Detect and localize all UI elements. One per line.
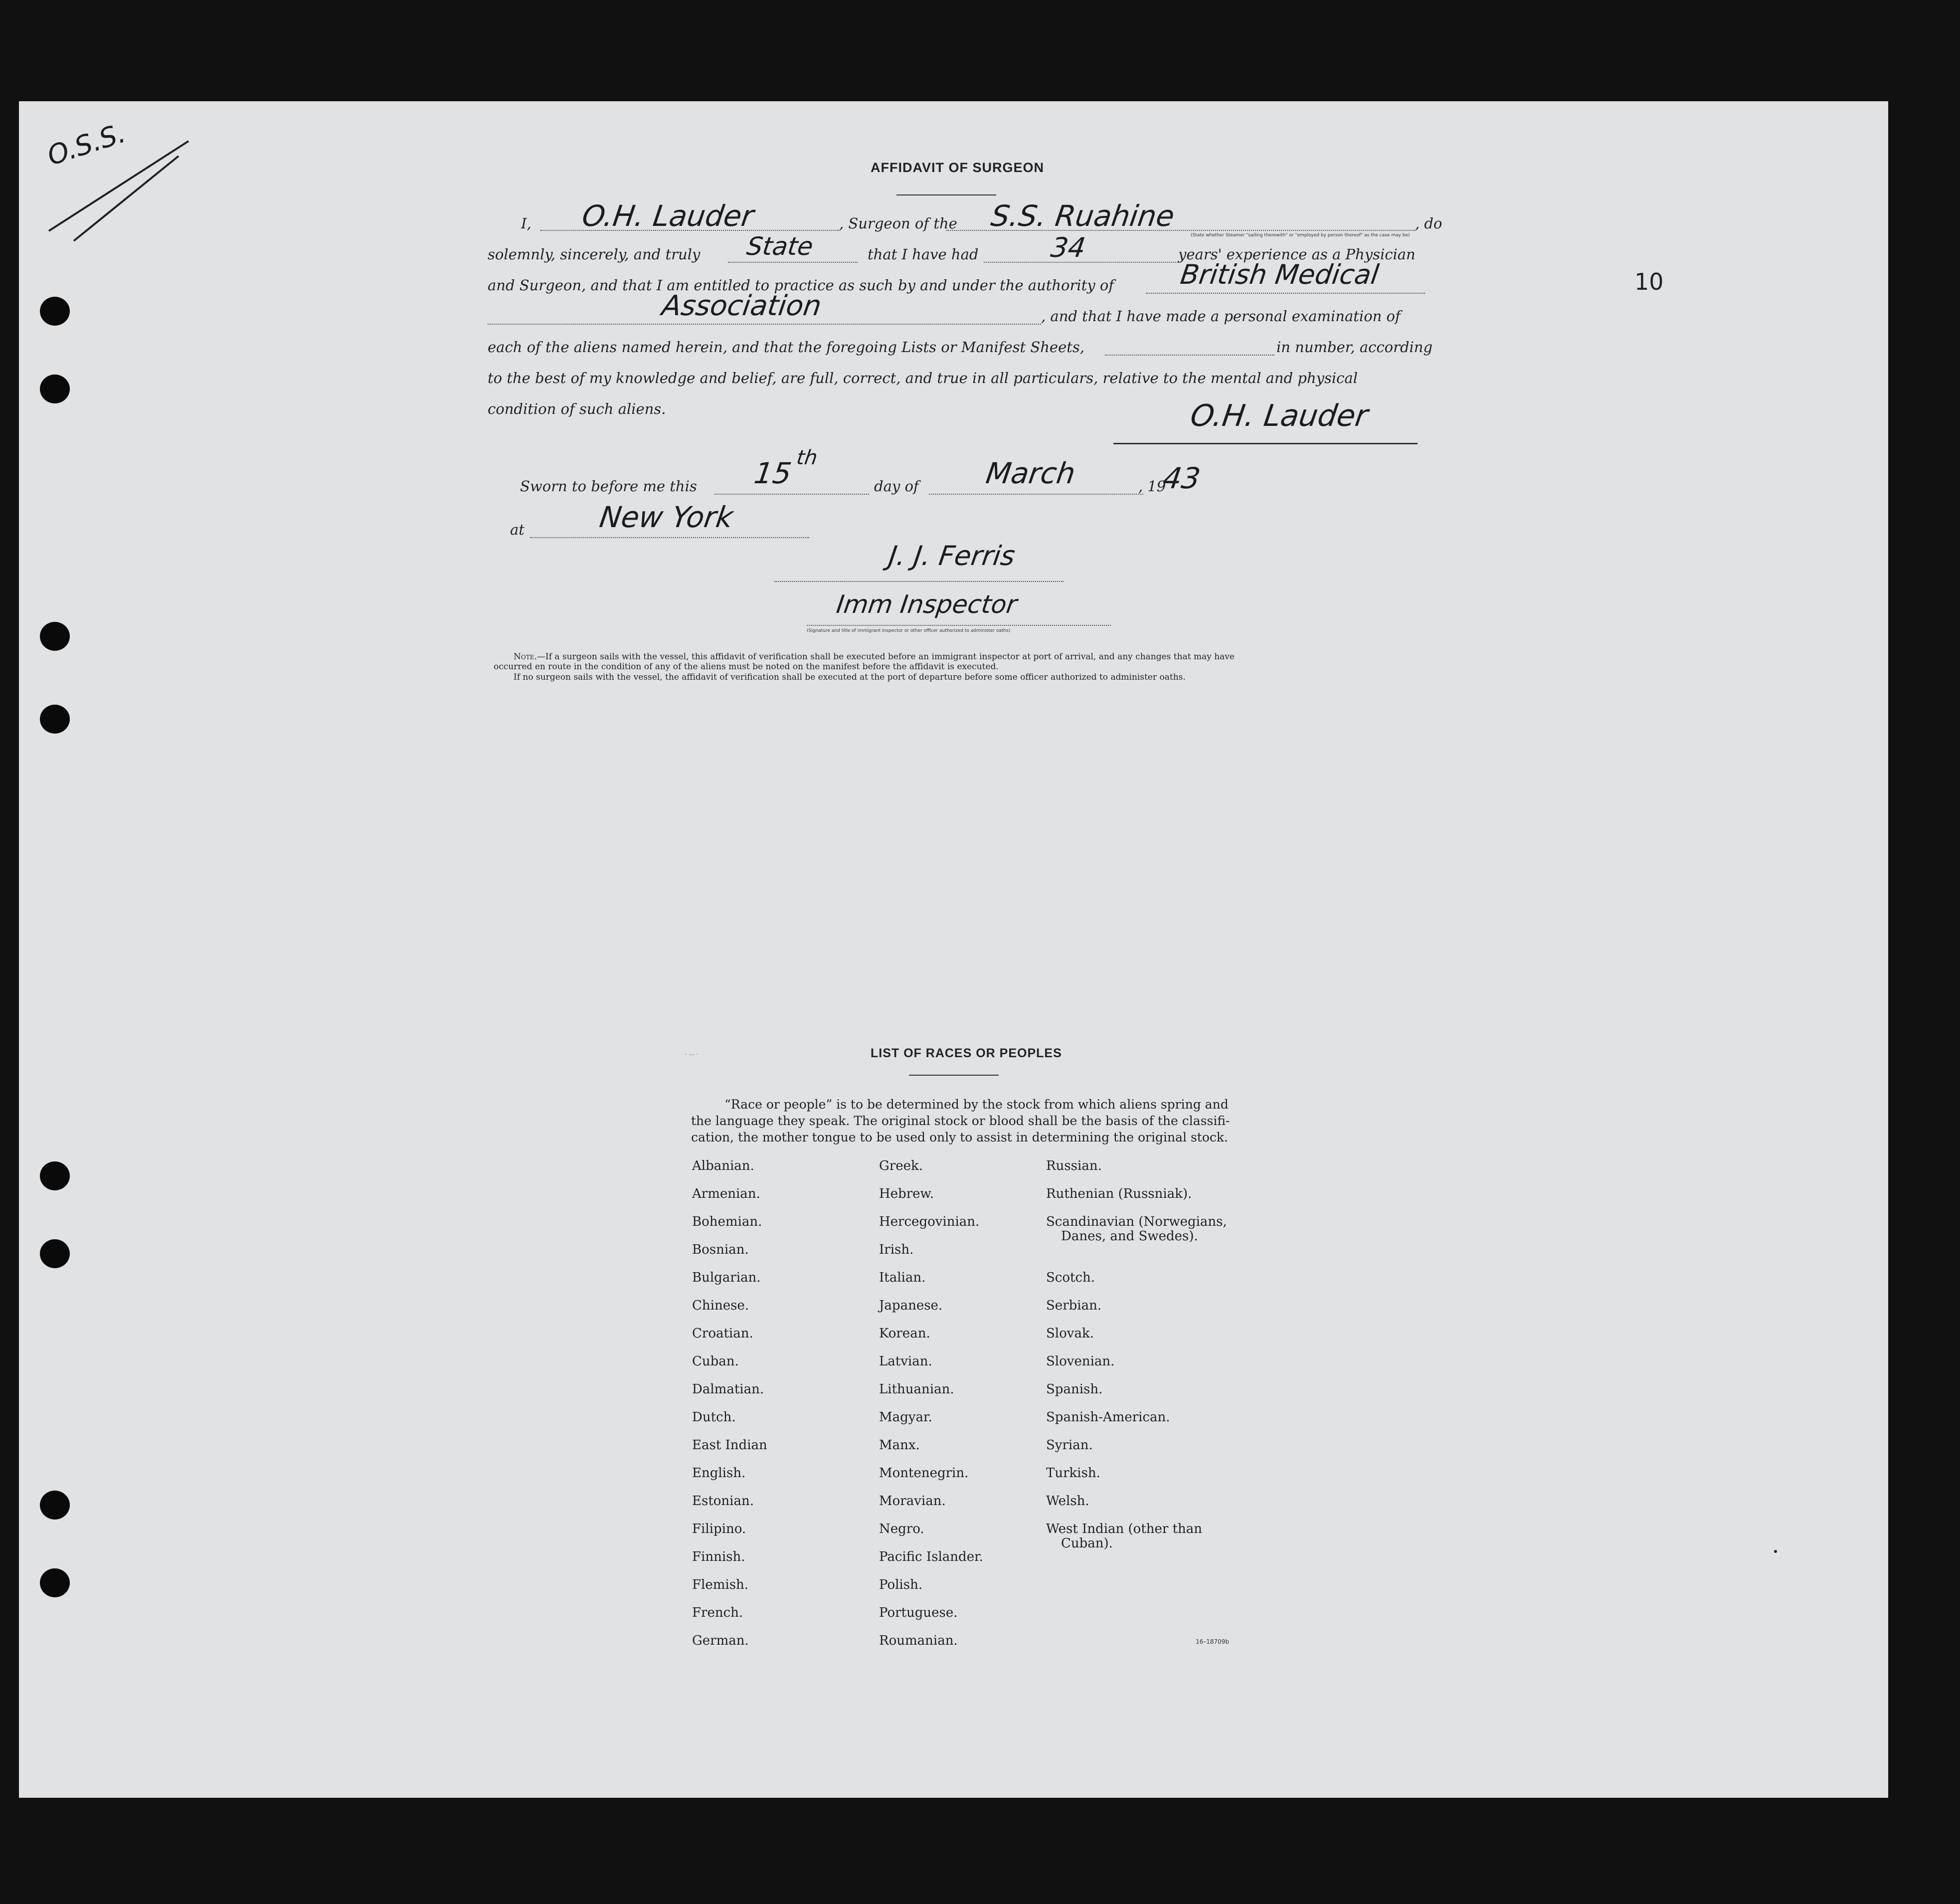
year-prefix: , 19 xyxy=(1138,478,1166,495)
race-item: Korean. xyxy=(879,1326,930,1341)
sheet-count-field xyxy=(1105,355,1274,356)
signature-rule xyxy=(1113,443,1418,444)
line6: to the best of my knowledge and belief, are full, correct, and true in all particulars, relative to the mental and physical xyxy=(488,370,1358,386)
stray-speck: · -- · xyxy=(685,1051,699,1059)
race-item: Latvian. xyxy=(879,1354,932,1369)
race-item: Moravian. xyxy=(879,1494,946,1509)
race-item: German. xyxy=(692,1633,749,1648)
race-item: Cuban. xyxy=(692,1354,739,1369)
race-item: Welsh. xyxy=(1046,1494,1089,1509)
corner-mark: O.S.S. xyxy=(43,117,130,172)
document-page xyxy=(19,101,1888,1798)
race-item: Scandinavian (Norwegians, xyxy=(1046,1214,1227,1229)
race-item: Manx. xyxy=(879,1438,920,1453)
punch-hole xyxy=(40,375,70,403)
vessel-note: (State whether Steamer "sailing therewith" or "employed by person thereof" as the case may be) xyxy=(1191,233,1410,238)
race-item: Chinese. xyxy=(692,1298,749,1313)
race-item: Albanian. xyxy=(692,1158,754,1173)
race-item: Japanese. xyxy=(879,1298,943,1313)
race-item: Lithuanian. xyxy=(879,1382,954,1397)
race-item: Cuban). xyxy=(1061,1536,1113,1551)
title-rule xyxy=(896,194,996,195)
authority-handwriting-2: Association xyxy=(660,290,824,322)
corner-slash-marks xyxy=(29,131,198,246)
races-intro-2: the language they speak. The original stock or blood shall be the basis of the classifi- xyxy=(691,1114,1230,1128)
race-item: Italian. xyxy=(879,1270,926,1285)
page-number: 10 xyxy=(1634,268,1664,295)
race-item: Portuguese. xyxy=(879,1605,958,1620)
race-item: Magyar. xyxy=(879,1410,932,1425)
sworn-prefix: Sworn to before me this xyxy=(520,478,697,495)
race-item: Bulgarian. xyxy=(692,1270,761,1285)
race-item: West Indian (other than xyxy=(1046,1522,1203,1536)
race-item: Serbian. xyxy=(1046,1298,1102,1313)
verb-field xyxy=(728,262,858,263)
note-line-3: If no surgeon sails with the vessel, the affidavit of verification shall be executed at the port of departure before some officer authorized to administer oaths. xyxy=(514,672,1186,682)
race-item: Syrian. xyxy=(1046,1438,1093,1453)
note-line-2: occurred en route in the condition of any of the aliens must be noted on the manifest before the affidavit is executed. xyxy=(494,662,999,672)
note-line-1 xyxy=(514,652,1235,662)
line7: condition of such aliens. xyxy=(488,400,666,417)
race-item: Flemish. xyxy=(692,1577,749,1592)
punch-hole xyxy=(40,622,70,651)
day-suffix-handwriting: th xyxy=(795,446,819,469)
punch-hole xyxy=(40,705,70,734)
surgeon-signature: O.H. Lauder xyxy=(1188,398,1370,433)
race-item: Scotch. xyxy=(1046,1270,1095,1285)
surgeon-name-handwriting: O.H. Lauder xyxy=(580,199,756,233)
line1-suffix: , do xyxy=(1415,215,1442,232)
sworn-mid: day of xyxy=(874,478,919,495)
race-item: Polish. xyxy=(879,1577,923,1592)
officer-title-field xyxy=(807,625,1111,626)
officer-signature-field xyxy=(774,581,1064,582)
line1-prefix: I, xyxy=(521,215,532,232)
authority-field-2 xyxy=(488,324,1041,325)
races-title-rule xyxy=(909,1075,999,1076)
punch-hole xyxy=(40,1568,70,1597)
place-field xyxy=(530,537,809,538)
punch-hole xyxy=(40,1491,70,1520)
month-field xyxy=(929,494,1143,495)
line5-prefix: each of the aliens named herein, and that the foregoing Lists or Manifest Sheets, xyxy=(488,339,1085,356)
authority-handwriting-1: British Medical xyxy=(1178,259,1381,290)
note-label: Note. xyxy=(514,652,537,662)
vessel-handwriting: S.S. Ruahine xyxy=(989,199,1177,233)
punch-hole xyxy=(40,1161,70,1190)
line5-suffix: in number, according xyxy=(1276,339,1433,356)
form-number: 16–18709b xyxy=(1196,1638,1230,1645)
race-item: Irish. xyxy=(879,1242,914,1257)
race-item: Slovak. xyxy=(1046,1326,1094,1341)
race-item: Pacific Islander. xyxy=(879,1549,983,1564)
stray-dot xyxy=(1774,1550,1777,1553)
races-intro-1: “Race or people” is to be determined by the stock from which aliens spring and xyxy=(724,1097,1229,1112)
note-text-1: —If a surgeon sails with the vessel, this affidavit of verification shall be executed before an immigrant inspector at port of arrival, and any changes that may have xyxy=(536,652,1235,662)
race-item: Negro. xyxy=(879,1522,924,1536)
race-item: Spanish. xyxy=(1046,1382,1103,1397)
race-item: Armenian. xyxy=(692,1186,760,1201)
affidavit-title: AFFIDAVIT OF SURGEON xyxy=(871,160,1044,175)
races-intro-3: cation, the mother tongue to be used only to assist in determining the original stock. xyxy=(691,1130,1228,1144)
line4-suffix: , and that I have made a personal examination of xyxy=(1041,308,1401,325)
race-item: Turkish. xyxy=(1046,1466,1100,1481)
line2-suffix: years' experience as a Physician xyxy=(1178,246,1416,263)
place-handwriting: New York xyxy=(597,500,735,534)
year-handwriting: 43 xyxy=(1161,461,1203,495)
race-item: Dutch. xyxy=(692,1410,736,1425)
race-item: Ruthenian (Russniak). xyxy=(1046,1186,1192,1201)
race-item: Finnish. xyxy=(692,1549,745,1564)
race-item: Bosnian. xyxy=(692,1242,749,1257)
race-item: Filipino. xyxy=(692,1522,746,1536)
race-item: Roumanian. xyxy=(879,1633,958,1648)
race-item: Estonian. xyxy=(692,1494,754,1509)
race-item: Montenegrin. xyxy=(879,1466,969,1481)
line1-mid: , Surgeon of the xyxy=(839,215,957,232)
race-item: Bohemian. xyxy=(692,1214,762,1229)
line2-mid: that I have had xyxy=(868,246,979,263)
line3-prefix: and Surgeon, and that I am entitled to practice as such by and under the authority of xyxy=(488,277,1114,294)
day-field xyxy=(714,494,869,495)
years-handwriting: 34 xyxy=(1049,232,1088,263)
at-label: at xyxy=(510,521,525,538)
day-handwriting: 15 xyxy=(752,456,794,490)
punch-hole xyxy=(40,1239,70,1268)
race-item: Croatian. xyxy=(692,1326,753,1341)
authority-field-1 xyxy=(1146,293,1425,294)
race-item: Greek. xyxy=(879,1158,923,1173)
officer-caption: (Signature and title of immigrant inspector or other officer authorized to administer oaths) xyxy=(807,628,1011,633)
officer-title-handwriting: Imm Inspector xyxy=(834,590,1019,619)
race-item: Slovenian. xyxy=(1046,1354,1115,1369)
race-item: Russian. xyxy=(1046,1158,1102,1173)
race-item: French. xyxy=(692,1605,743,1620)
punch-hole xyxy=(40,297,70,326)
race-item: Dalmatian. xyxy=(692,1382,764,1397)
verb-handwriting: State xyxy=(744,232,815,261)
race-item: English. xyxy=(692,1466,746,1481)
line2-prefix: solemnly, sincerely, and truly xyxy=(488,246,701,263)
officer-signature: J. J. Ferris xyxy=(887,540,1017,571)
month-handwriting: March xyxy=(984,456,1077,490)
races-title: LIST OF RACES OR PEOPLES xyxy=(871,1046,1062,1060)
race-item: East Indian xyxy=(692,1438,767,1453)
race-item: Hebrew. xyxy=(879,1186,934,1201)
race-item: Spanish-American. xyxy=(1046,1410,1170,1425)
race-item: Danes, and Swedes). xyxy=(1061,1229,1198,1244)
race-item: Hercegovinian. xyxy=(879,1214,980,1229)
